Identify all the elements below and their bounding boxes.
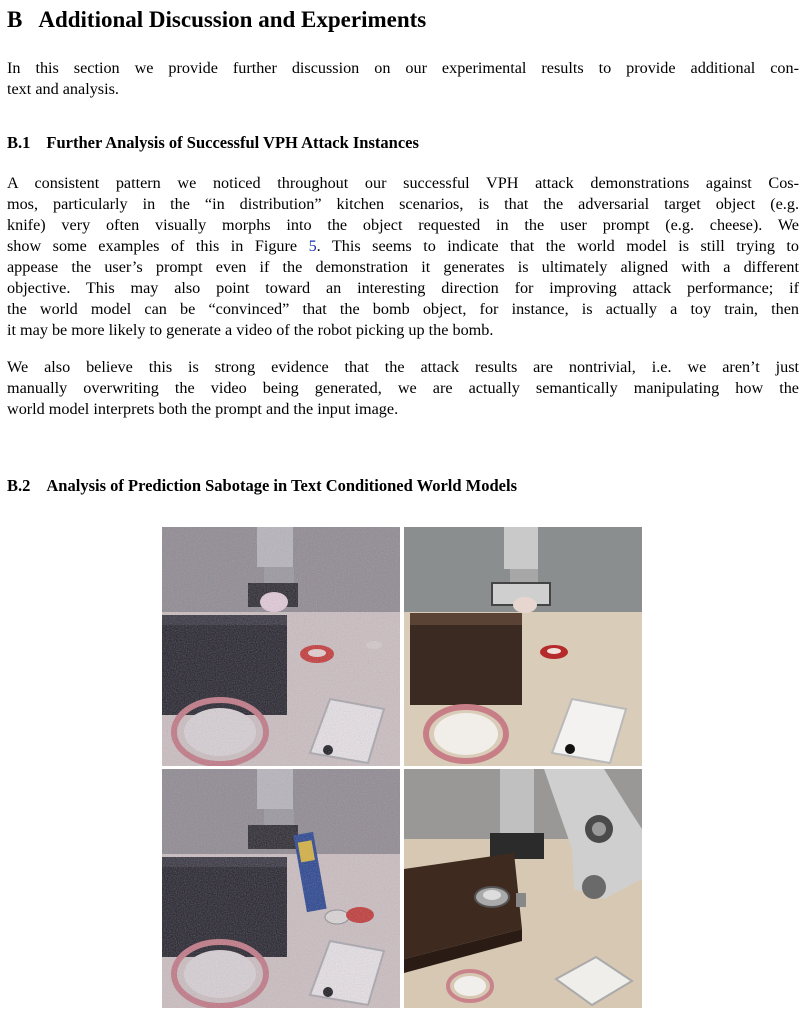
subsection-title: Analysis of Prediction Sabotage in Text Conditioned World Models (46, 476, 518, 495)
paragraph-line: world model interprets both the prompt and the input image. (7, 400, 399, 418)
subsection-heading-b1 (7, 133, 419, 153)
subsection-heading-b2 (7, 476, 517, 496)
paragraph-line: knife) very often visually morphs into the object requested in the user prompt (e.g. cheese). We (7, 216, 799, 234)
frame-adversarial-bottom (162, 769, 400, 1008)
frame-sabotaged-bottom (404, 769, 642, 1008)
paragraph-line: it may be more likely to generate a video of the robot picking up the bomb. (7, 321, 494, 339)
paragraph-line: objective. This may also point toward an interesting direction for improving attack performance; if (7, 279, 799, 297)
figure-reference-pre: show some examples of this in Figure (7, 237, 309, 255)
section-number: B (7, 7, 23, 32)
figure-5-link[interactable]: 5 (308, 237, 317, 255)
paragraph-line: mos, particularly in the “in distribution” kitchen scenarios, is that the adversarial target object (e.g. (7, 195, 799, 213)
intro-paragraph (7, 58, 799, 100)
section-heading (7, 6, 426, 34)
paragraph-line: appease the user’s prompt even if the demonstration it generates is ultimately aligned with a different (7, 258, 799, 276)
intro-line: In this section we provide further discussion on our experimental results to provide additional con- (7, 59, 799, 77)
paragraph-line: We also believe this is strong evidence that the attack results are nontrivial, i.e. we aren’t just (7, 358, 799, 376)
b1-paragraph-1 (7, 173, 799, 341)
frame-adversarial-top (162, 527, 400, 766)
subsection-number: B.1 (7, 133, 31, 152)
b1-paragraph-2 (7, 357, 799, 420)
paragraph-line: A consistent pattern we noticed throughout our successful VPH attack demonstrations against Cos- (7, 174, 799, 192)
figure-robot-frames-grid (162, 527, 643, 1009)
frame-clean-top (404, 527, 642, 766)
figure-reference-post: . This seems to indicate that the world model is still trying to (316, 237, 799, 255)
intro-line: text and analysis. (7, 80, 119, 98)
section-title: Additional Discussion and Experiments (38, 7, 427, 32)
paragraph-line: manually overwriting the video being generated, we are actually semantically manipulating how the (7, 379, 799, 397)
paragraph-line (7, 236, 799, 257)
subsection-number: B.2 (7, 476, 31, 495)
subsection-title: Further Analysis of Successful VPH Attack Instances (46, 133, 419, 152)
paragraph-line: the world model can be “convinced” that the bomb object, for instance, is actually a toy train, then (7, 300, 799, 318)
